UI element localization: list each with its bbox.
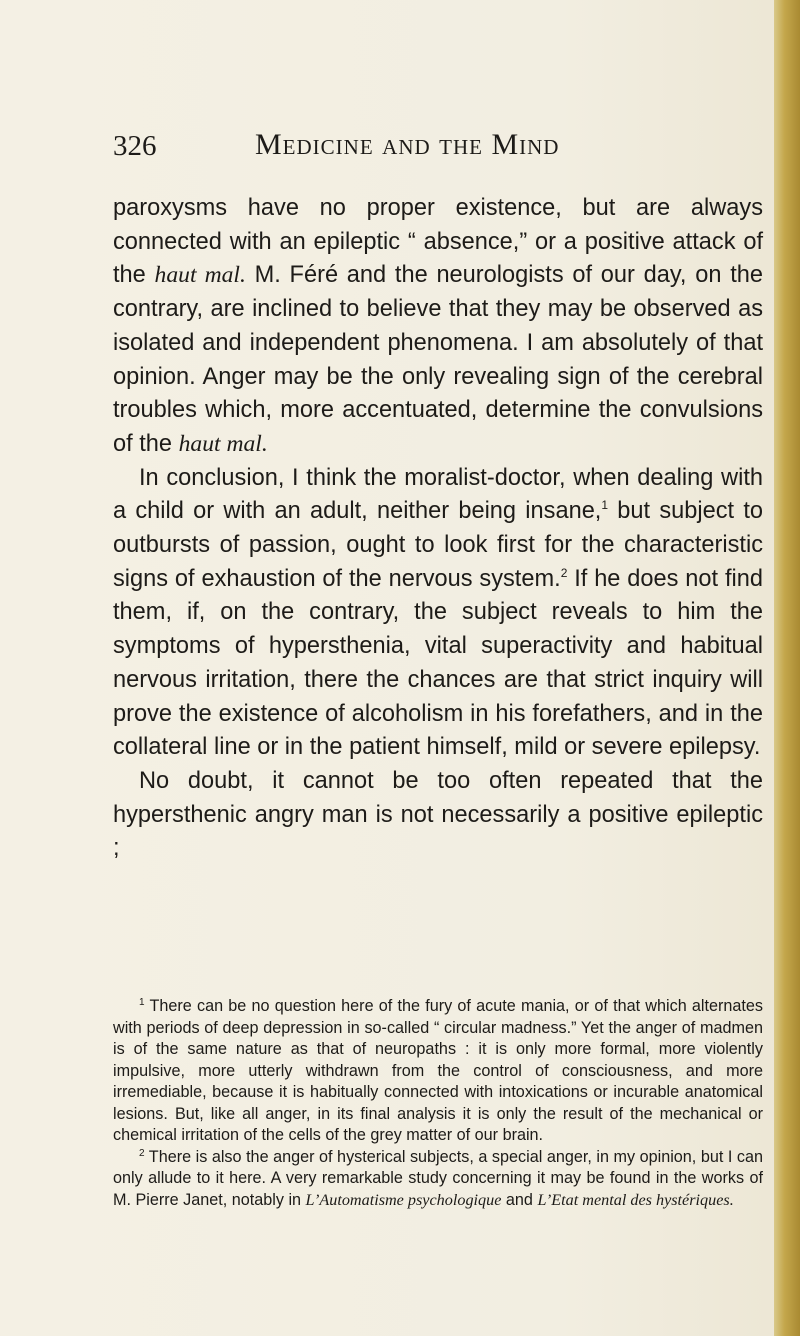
paragraph-1: paroxysms have no proper existence, but are always connected with an epileptic “ absence,” or a positive attack of the haut mal. M. Féré and the neurologists of our day, on the contrary, are inclined to believe that they may be observed as isolated and independent phenomena. I am absolutely of that opinion. Anger may be the only revealing sign of the cerebral troubles which, more accentuated, determine the convulsions of the haut mal. [113, 195, 764, 457]
footnote-ref-2: 2 [560, 565, 568, 580]
footnote-ref-1: 1 [601, 498, 609, 513]
page-edge [774, 0, 800, 1336]
running-title: Medicine and the Mind [255, 128, 560, 161]
page-number: 326 [113, 130, 157, 162]
footnotes [113, 996, 763, 1211]
page-header [113, 128, 763, 168]
footnote-1: $^1$ There can be no question here of the fury of acute mania, or of that which alternates with periods of deep depression in so-called “ circular madness.” Yet the anger of madmen is of the same nature as that of neuropaths : it is only more formal, more violently impulsive, more utterly withdrawn from the control of consciousness, and more irremediable, because it is habitually connected with intoxications or incurable anatomical lesions. But, like all anger, in its final analysis it is only the result of the mechanical or chemical irritation of the cells of the grey matter of our brain. [113, 997, 763, 1144]
paragraph-3: No doubt, it cannot be too often repeated that the hypersthenic angry man is not necessarily a positive epileptic ; [113, 767, 763, 862]
body-text [113, 192, 763, 866]
paragraph-2: In conclusion, I think the moralist-doctor, when dealing with a child or with an adult, neither being insane,$^1$ but subject to outbursts of passion, ought to look first for the characteristic signs of exhaustion of the nervous system.$^2$ If he does not find them, if, on the contrary, the subject reveals to him the symptoms of hypersthenia, vital superactivity and habitual nervous irritation, there the chances are that strict inquiry will prove the existence of alcoholism in his forefathers, and in the collateral line or in the patient himself, mild or severe epilepsy. [113, 464, 763, 761]
footnote-2: $^2$ There is also the anger of hysterical subjects, a special anger, in my opinion, but I can only allude to it here. A very remarkable study concerning it may be found in the works of M. Pierre Janet, notably in L’Automatisme psychologique and L’Etat mental des hystériques. [113, 1147, 763, 1209]
